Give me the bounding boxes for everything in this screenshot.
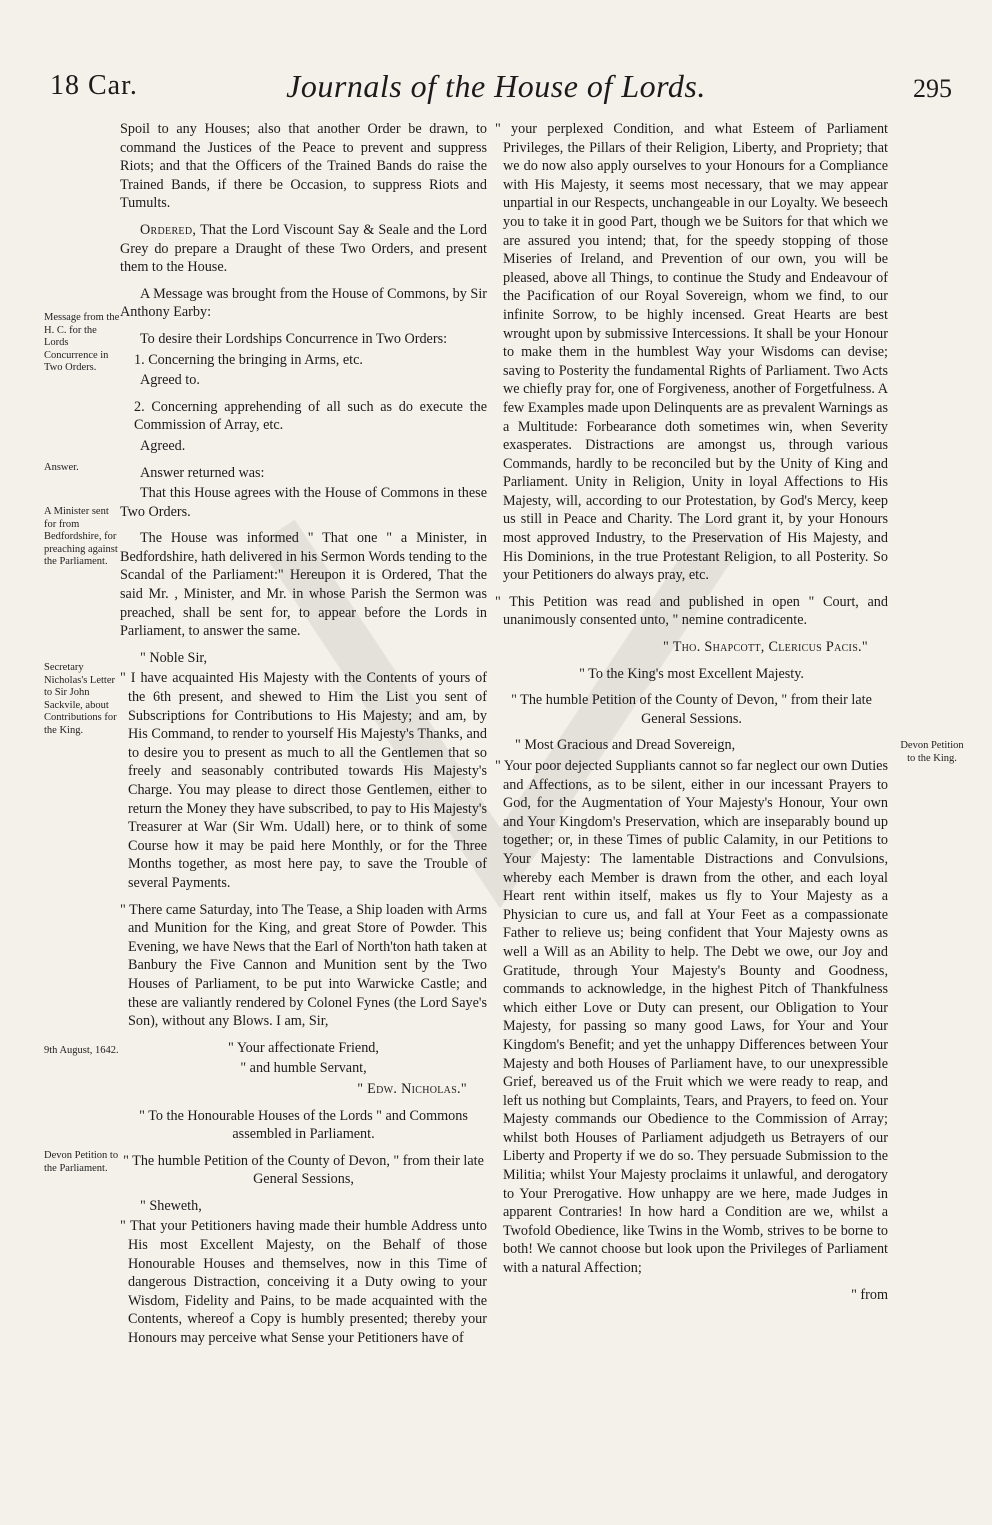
clerk-signature: " Tho. Shapcott, Clericus Pacis.": [663, 639, 868, 656]
petition-title: " The humble Petition of the County of Devon, " from their late General Sessions,: [123, 1152, 484, 1188]
margin-note-date: 9th August, 1642.: [44, 1045, 119, 1056]
letter-paragraph: " There came Saturday, into The Tease, a Ship loaden with Arms and Munition for the King, and great Store of Powder. This Evening, we have News that the Earl of North'ton hath taken at Banbury the Five Cannon and Munition sent by the Two Houses of Parliament, to be put into Warwicke Castle; and these are valiantly rendered by Colonel Fynes (the Lord Saye's Son), without any Blows. I am, Sir,: [120, 901, 487, 1030]
page-number: 295: [913, 74, 952, 103]
catchword: " from: [851, 1286, 888, 1303]
margin-note-secretary: Secretary Nicholas's Letter to Sir John Sackvile, about Contributions for the King.: [44, 662, 117, 736]
answer-intro: Answer returned was:: [140, 464, 265, 481]
petition-address: " To the King's most Excellent Majesty.: [579, 665, 804, 682]
regnal-year: 18 Car.: [50, 70, 138, 101]
petition-title: " The humble Petition of the County of Devon, " from their late General Sessions.: [511, 692, 872, 727]
message-paragraph: A Message was brought from the House of Commons, by Sir Anthony Earby:: [120, 285, 487, 321]
letter-closing: " Your affectionate Friend,: [228, 1039, 379, 1056]
right-column: [495, 120, 888, 1312]
running-title: [40, 68, 952, 105]
letter-paragraph: " I have acquainted His Majesty with the Contents of yours of the 6th present, and shewed to Him the List you sent of Subscriptions for Contributions to His Majesty; and am, by His Command, to render to yourself His Majesty's Thanks, and to desire you to present as much to all the Gentlemen that so freely and seasonably contributed towards His Majesty's Charge. You may please to direct those Gentlemen, either to return the Money they have subscribed, to pay to His Majesty's Treasurer at War (Sir Wm. Udall) here, or to think of some Course how it may be paid here Monthly, or for the Three Months together, as most here pay, to save the Trouble of several Payments.: [120, 670, 487, 891]
paragraph: Spoil to any Houses; also that another Order be drawn, to command the Justices of the Peace to prevent and suppress Riots; and that the Officers of the Trained Bands do raise the Trained Bands, if there be Occasion, to suppress Riots and Tumults.: [120, 121, 487, 212]
agreed-line: Agreed to.: [140, 372, 200, 389]
agreed-line: Agreed.: [140, 437, 186, 454]
letter-signature: " Edw. Nicholas.": [357, 1080, 467, 1097]
letter-closing: " and humble Servant,: [240, 1060, 367, 1077]
petition-salutation: " Most Gracious and Dread Sovereign,: [515, 737, 736, 754]
title-part: Journals: [286, 68, 411, 104]
answer-text: That this House agrees with the House of Commons in these Two Orders.: [120, 485, 487, 520]
order-paragraph: [120, 221, 487, 277]
title-part: Lords.: [612, 68, 706, 104]
order-lead: Ordered,: [140, 221, 197, 238]
left-column: [120, 120, 487, 1356]
margin-note-message: Message from the H. C. for the Lords Concurrence in Two Orders.: [44, 312, 120, 373]
petition-paragraph: " Your poor dejected Suppliants cannot so far neglect our own Duties and Affections, as to be silent, either in our incessant Prayers to God, for the Augmentation of Your Majesty's Honour, Your own and Your Kingdom's Preservation, which are inseparably bound up together; or, in these Times of public Calamity, in our Petitions to Your Majesty: The lamentable Distractions and Convulsions, whereby each Member is drawn from the other, and each loyal Heart rent within itself, makes us fly to Your Majesty as a Physician to cure us, and fall at Your Feet as a compassionate Father to relieve us; being confident that Your Majesty owns as well a Will as an Ability to help. The Debt we owe, our Joy and Gratitude, through Your Majesty's Bounty and Goodness, commands to acknowledge, in the highest Pitch of Thankfulness which either Love or Duty can present, our Obligation to Your Majesty, for passing so many good Laws, for Your and Your Kingdom's Benefit; and yet the unhappy Differences between Your Majesty and both Houses of Parliament have, to our unexpressible Grief, bereaved us of the Fruit which we were ready to reap, and left us nothing but Complaints, Tears, and Prayers, to feed on. Your Majesty commands our Obedience to the Commission of Array; whilst both Houses of Parliament adjudgeth us Betrayers of our Liberty and Property if we do so. They persuade Submission to the Militia; whilst Your Majesty proclaims it unlawful, and derogatory to Your Prerogative. How unhappy are we here, made Judges in apparent Contraries! In how hard a Condition are we, whilst a Twofold Obedience, like Twins in the Womb, strives to be borne to both! We cannot choose but look upon the Privileges of Parliament with a natural Affection;: [495, 758, 888, 1277]
title-part: of: [586, 68, 613, 104]
margin-note-minister: A Minister sent for from Bedfordshire, for preaching against the Parliament.: [44, 506, 118, 567]
page-header: [40, 70, 952, 110]
petition-paragraph: " That your Petitioners having made their humble Address unto His most Excellent Majesty, on the Behalf of those Honourable Houses and themselves, now in this Time of dangerous Distraction, conceiving it a Duty owing to your Wisdom, Fidelity and Pains, to be made acquainted with the Contents, whereof a Copy is humbly presented; thereby your Honours may perceive what Sense your Petitioners have of: [120, 1218, 487, 1347]
concurrence-request: To desire their Lordships Concurrence in Two Orders:: [140, 330, 448, 347]
informed-paragraph: The House was informed " That one " a Minister, in Bedfordshire, hath delivered in his Sermon Words tending to the Scandal of the Parliament:" Hereupon it is Ordered, That the said Mr. , Minister, and Mr. in whose Parish the Sermon was preached, shall be sent for, to appear before the Lords in Parliament, to answer the same.: [120, 530, 487, 640]
margin-note-answer: Answer.: [44, 462, 79, 473]
order-text: That the Lord Viscount Say & Seale and the Lord Grey do prepare a Draught of these Two Orders, and present them to the House.: [120, 221, 487, 276]
margin-note-devon-king: Devon Petition to the King.: [900, 740, 964, 764]
title-part: the House: [436, 68, 587, 104]
letter-salutation: " Noble Sir,: [140, 649, 208, 666]
petition-sheweth: " Sheweth,: [140, 1197, 202, 1214]
order-item: 1. Concerning the bringing in Arms, etc.: [134, 351, 363, 368]
title-part: of: [410, 68, 437, 104]
petition-note: " This Petition was read and published in open " Court, and unanimously consented unto, " nemine contradicente.: [495, 593, 888, 629]
margin-note-devon-parliament: Devon Petition to the Parliament.: [44, 1150, 119, 1174]
petition-address: " To the Honourable Houses of the Lords " and Commons assembled in Parliament.: [139, 1107, 468, 1143]
order-item: 2. Concerning apprehending of all such as do execute the Commission of Array, etc.: [134, 398, 487, 434]
petition-paragraph: " your perplexed Condition, and what Esteem of Parliament Privileges, the Pillars of their Religion, Liberty, and Propriety; that we do now also apply ourselves to your Honours for a Compliance with His Majesty, it seems most necessary, that we may appear unpartial in our Respects, unchangeable in our Loyalty. We beseech you to take it in good Part, though we be Suitors for that which we are assured you intend; that, for the speedy stopping of those Miseries of Ireland, and Prevention of our own, you will be pleased, above all Things, to continue the Study and Endeavour of the Pacification of our Royal Sovereign, whom we find, to our infinite Sorrow, to be highly incensed. Great Hearts are best wrought upon by submissive Intercessions. It shall be your Honour to make them in the humblest Way your Wisdoms can devise; saving to Posterity the fundamental Rights of Parliament. Two Acts we chiefly pray for, one of Forgiveness, another of Forgetfulness. A few Examples made upon Delinquents are as prevalent Warnings as a Multitude: Forbearance doth sometimes win, when Severity exasperates. Distractions are amongst us, through various Commands, hardly to be reconciled but by the Unity of King and Parliament. Unity in Religion, Unity in loyal Affections to His Majesty, will, according to our Protestation, by God's Mercy, keep us still in Peace and Charity. The Lord grant it, by your Honours most approved Industry, to the Preservation of His Majesty, and His Dominions, in the true Protestant Religion, to all Posterity. So your Petitioners do always pray, etc.: [495, 121, 888, 584]
